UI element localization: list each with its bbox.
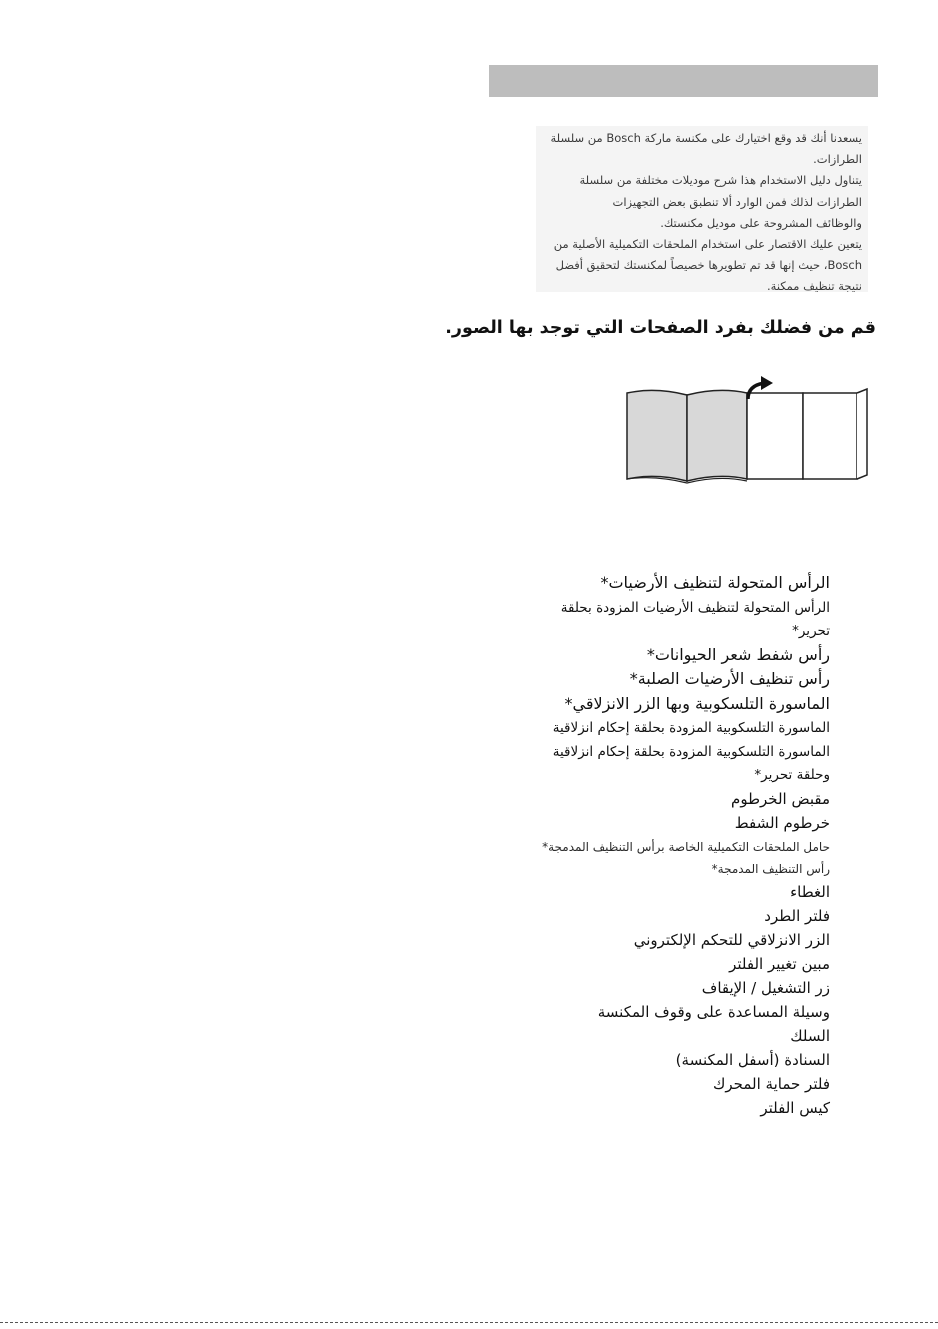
list-item: زر التشغيل / الإيقاف xyxy=(701,978,830,997)
intro-line: Bosch، حيث إنها قد تم تطويرها خصيصاً لمكنستك لتحقيق أفضل xyxy=(555,258,862,273)
list-item: السلك xyxy=(790,1026,830,1045)
intro-line: يسعدنا أنك قد وقع اختيارك على مكنسة ماركة Bosch من سلسلة xyxy=(550,131,862,145)
list-item: فلتر الطرد xyxy=(764,906,830,925)
section-header-bar xyxy=(489,65,878,97)
list-item: تحرير* xyxy=(792,623,830,639)
list-item: الغطاء xyxy=(790,882,830,901)
list-item: حامل الملحقات التكميلية الخاصة برأس التنظيف المدمجة* xyxy=(542,839,830,854)
intro-line: يتعين عليك الاقتصار على استخدام الملحقات التكميلية الأصلية من xyxy=(553,237,862,252)
list-item: رأس التنظيف المدمجة* xyxy=(711,862,830,876)
intro-line: الطرازات لذلك فمن الوارد ألا تنطبق بعض التجهيزات xyxy=(612,194,862,209)
list-item: الماسورة التلسكوبية المزودة بحلقة إحكام انزلاقية xyxy=(552,720,830,736)
intro-line: يتناول دليل الاستخدام هذا شرح موديلات مختلفة من سلسلة xyxy=(579,173,862,188)
list-item: كيس الفلتر xyxy=(760,1098,830,1117)
list-item: الماسورة التلسكوبية وبها الزر الانزلاقي* xyxy=(564,693,830,713)
list-item: السنادة (أسفل المكنسة) xyxy=(675,1050,830,1069)
list-item: رأس شفط شعر الحيوانات* xyxy=(646,644,830,664)
intro-line: الطرازات. xyxy=(813,152,862,167)
parts-list xyxy=(460,571,830,1120)
list-item: الزر الانزلاقي للتحكم الإلكتروني xyxy=(633,930,830,949)
list-item: مبين تغيير الفلتر xyxy=(729,954,830,973)
list-item: وحلقة تحرير* xyxy=(754,767,830,783)
list-item: مقبض الخرطوم xyxy=(731,789,830,808)
page-bottom-rule xyxy=(0,1322,938,1323)
list-item: الماسورة التلسكوبية المزودة بحلقة إحكام انزلاقية xyxy=(552,743,830,760)
list-item: الرأس المتحولة لتنظيف الأرضيات* xyxy=(600,573,830,592)
list-item: فلتر حماية المحرك xyxy=(713,1074,830,1093)
list-item: خرطوم الشفط xyxy=(734,813,830,832)
intro-text-box xyxy=(536,126,868,292)
list-item: الرأس المتحولة لتنظيف الأرضيات المزودة بحلقة xyxy=(560,599,830,616)
unfold-instruction: قم من فضلك بفرد الصفحات التي توجد بها الصور. xyxy=(445,318,876,338)
list-item: وسيلة المساعدة على وقوف المكنسة xyxy=(597,1002,830,1021)
unfold-pages-illustration xyxy=(615,375,875,487)
list-item: رأس تنظيف الأرضيات الصلبة* xyxy=(629,669,830,688)
intro-line: والوظائف المشروحة على موديل مكنستك. xyxy=(660,215,862,230)
intro-line: نتيجة تنظيف ممكنة. xyxy=(767,279,862,294)
